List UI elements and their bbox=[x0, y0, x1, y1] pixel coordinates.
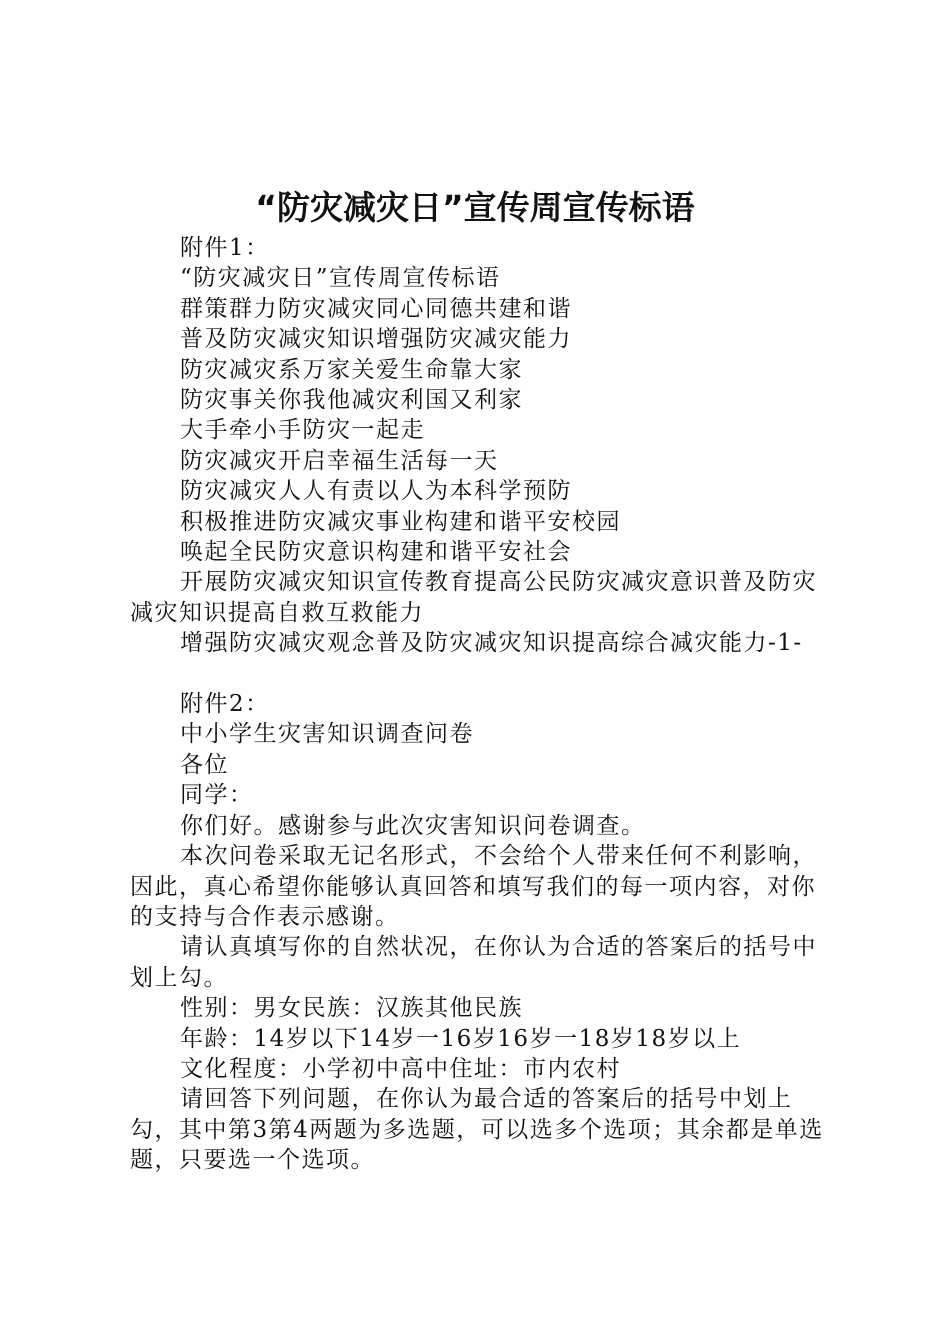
paragraph: 增强防灾减灾观念普及防灾减灾知识提高综合减灾能力-1- bbox=[180, 630, 803, 657]
paragraph: 中小学生灾害知识调查问卷 bbox=[180, 721, 474, 748]
blank-line bbox=[130, 659, 835, 689]
paragraph: 防灾事关你我他减灾利国又利家 bbox=[180, 387, 523, 414]
paragraph: 年龄：14岁以下14岁一16岁16岁一18岁18岁以上 bbox=[180, 1025, 742, 1052]
paragraph: 文化程度：小学初中高中住址：市内农村 bbox=[180, 1055, 621, 1082]
document-title: “防灾减灾日”宣传周宣传标语 bbox=[255, 188, 695, 227]
document-body bbox=[130, 233, 835, 1176]
paragraph: 普及防灾减灾知识增强防灾减灾能力 bbox=[180, 326, 572, 353]
paragraph: 积极推进防灾减灾事业构建和谐平安校园 bbox=[180, 508, 621, 535]
paragraph: 大手牵小手防灾一起走 bbox=[180, 417, 425, 444]
paragraph: 附件2： bbox=[180, 691, 270, 718]
paragraph: 防灾减灾开启幸福生活每一天 bbox=[180, 447, 499, 474]
paragraph: 防灾减灾系万家关爱生命靠大家 bbox=[180, 356, 523, 383]
paragraph: 同学： bbox=[180, 782, 254, 809]
paragraph: 性别：男女民族：汉族其他民族 bbox=[180, 995, 523, 1022]
paragraph: “防灾减灾日”宣传周宣传标语 bbox=[180, 265, 501, 292]
paragraph: 本次问卷采取无记名形式，不会给个人带来任何不利影响，因此，真心希望你能够认真回答和填写我们的每一项内容，对你的支持与合作表示感谢。 bbox=[130, 843, 817, 930]
paragraph: 各位 bbox=[180, 751, 229, 778]
paragraph: 附件1： bbox=[180, 235, 270, 261]
paragraph: 群策群力防灾减灾同心同德共建和谐 bbox=[180, 295, 572, 322]
paragraph: 唤起全民防灾意识构建和谐平安社会 bbox=[180, 539, 572, 566]
paragraph: 开展防灾减灾知识宣传教育提高公民防灾减灾意识普及防灾减灾知识提高自救互救能力 bbox=[130, 569, 817, 626]
paragraph: 请回答下列问题，在你认为最合适的答案后的括号中划上勾，其中第3第4两题为多选题，可以选多个选项；其余都是单选题，只要选一个选项。 bbox=[130, 1086, 824, 1174]
paragraph: 你们好。感谢参与此次灾害知识问卷调查。 bbox=[180, 812, 646, 839]
paragraph: 请认真填写你的自然状况，在你认为合适的答案后的括号中划上勾。 bbox=[130, 934, 817, 991]
paragraph: 防灾减灾人人有责以人为本科学预防 bbox=[180, 478, 572, 505]
